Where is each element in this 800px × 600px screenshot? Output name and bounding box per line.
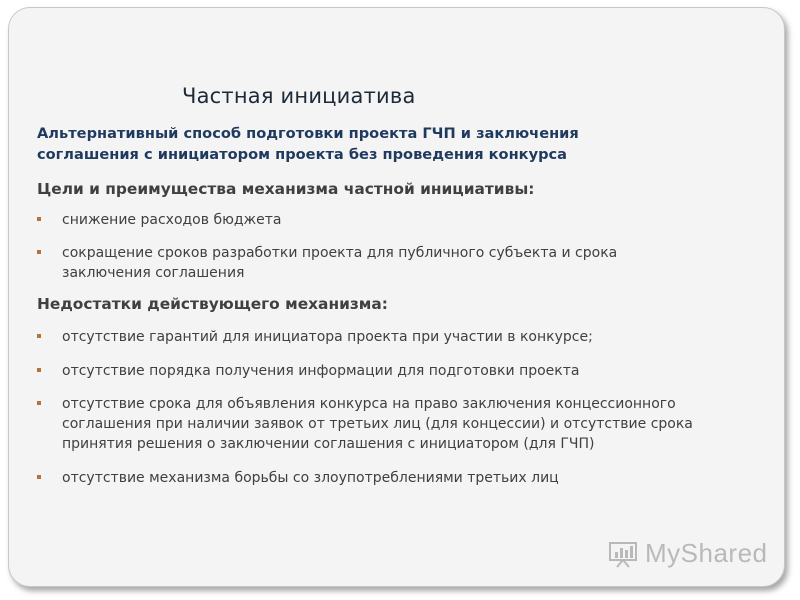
bullet-marker — [37, 368, 41, 372]
drawbacks-heading: Недостатки действующего механизма: — [37, 295, 388, 313]
watermark-text: MyShared — [645, 537, 768, 568]
slide-subtitle: Альтернативный способ подготовки проекта ГЧП и заключения соглашения с инициатором проекта без проведения конкурса — [37, 125, 579, 163]
list-item-text: отсутствие гарантий для инициатора проекта при участии в конкурсе; — [62, 329, 593, 345]
list-item — [37, 468, 757, 488]
watermark — [607, 537, 768, 569]
list-item-text: сокращение сроков разработки проекта для публичного субъекта и срока заключения соглашения — [62, 245, 618, 281]
bullet-marker — [37, 217, 41, 221]
list-item — [37, 361, 757, 381]
bullet-marker — [37, 334, 41, 338]
bullet-marker — [37, 401, 41, 405]
list-item — [37, 327, 757, 347]
list-item — [37, 210, 757, 230]
list-item-text: отсутствие срока для объявления конкурса на право заключения концессионного соглашения при наличии заявок от третьих лиц (для концессии) и отсутствие срока принятия решения о заключении соглашения с инициатором (для ГЧП) — [62, 396, 693, 452]
list-item — [37, 394, 767, 454]
myshared-logo-icon — [607, 537, 639, 569]
goals-heading: Цели и преимущества механизма частной инициативы: — [37, 180, 535, 198]
list-item-text: отсутствие механизма борьбы со злоупотреблениями третьих лиц — [62, 470, 559, 486]
list-item-text: снижение расходов бюджета — [62, 212, 282, 228]
list-item-text: отсутствие порядка получения информации для подготовки проекта — [62, 363, 580, 379]
bullet-marker — [37, 250, 41, 254]
list-item — [37, 243, 677, 283]
slide-title: Частная инициатива — [182, 84, 416, 108]
bullet-marker — [37, 475, 41, 479]
